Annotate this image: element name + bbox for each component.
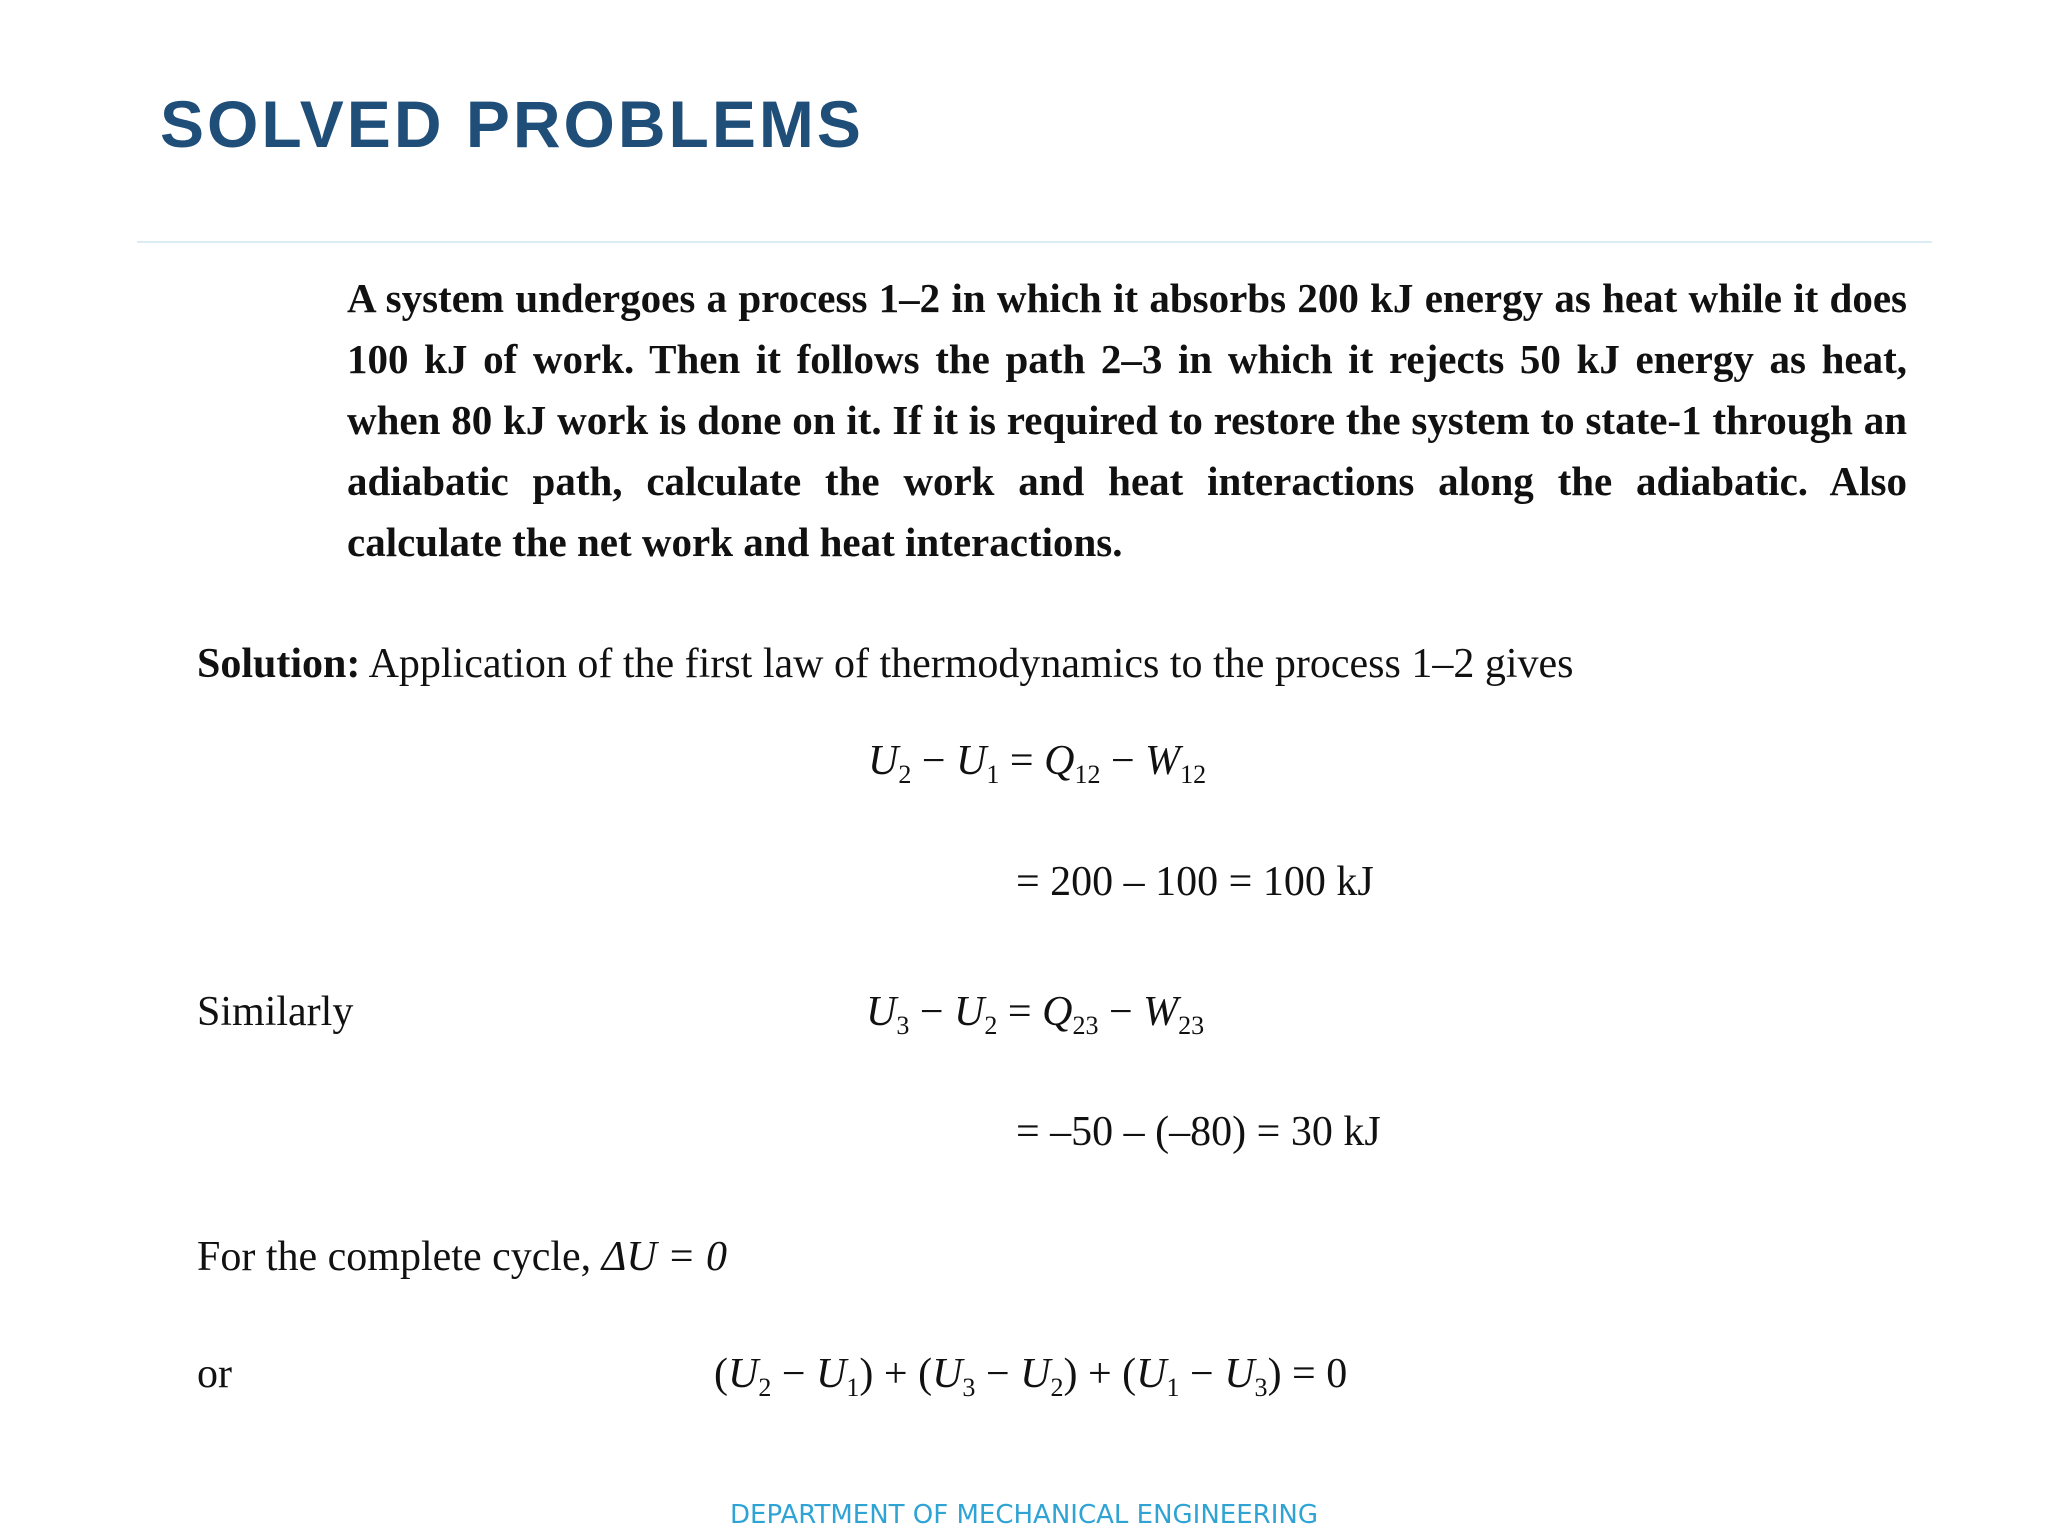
equation-cycle-sum: $(U_2 - U_1) + (U_3 - U_2) + (U_1 - U_3) = 0$ xyxy=(714,1351,1348,1403)
solution-intro: Application of the first law of thermodynamics to the process 1–2 gives xyxy=(368,641,1574,687)
solution-intro-line xyxy=(197,640,1573,688)
equation-2-result: = –50 – (–80) = 30 kJ xyxy=(1016,1109,1381,1155)
equation-1-result: = 200 – 100 = 100 kJ xyxy=(1016,859,1374,905)
footer-department: DEPARTMENT OF MECHANICAL ENGINEERING xyxy=(730,1500,1318,1530)
equation-1: $U_2 - U_1 = Q_{12} - W_{12}$ xyxy=(868,738,1207,790)
cycle-line xyxy=(197,1233,727,1281)
cycle-text: For the complete cycle, xyxy=(197,1234,592,1280)
slide-title: SOLVED PROBLEMS xyxy=(160,87,864,161)
title-divider xyxy=(137,241,1932,243)
cycle-equation: ΔU = 0 xyxy=(601,1234,728,1280)
or-label: or xyxy=(197,1351,232,1397)
similarly-label: Similarly xyxy=(197,989,354,1035)
solution-label: Solution: xyxy=(197,641,361,687)
equation-2: $U_3 - U_2 = Q_{23} - W_{23}$ xyxy=(866,989,1205,1041)
problem-statement: A system undergoes a process 1–2 in which it absorbs 200 kJ energy as heat while it does 100 kJ of work. Then it follows the path 2–3 in which it rejects 50 kJ energy as heat, when 80 kJ work is done on it. If it is required to restore the system to state-1 through an adiabatic path, calculate the work and heat interactions along the adiabatic. Also calculate the net work and heat interactions. xyxy=(347,275,1907,565)
